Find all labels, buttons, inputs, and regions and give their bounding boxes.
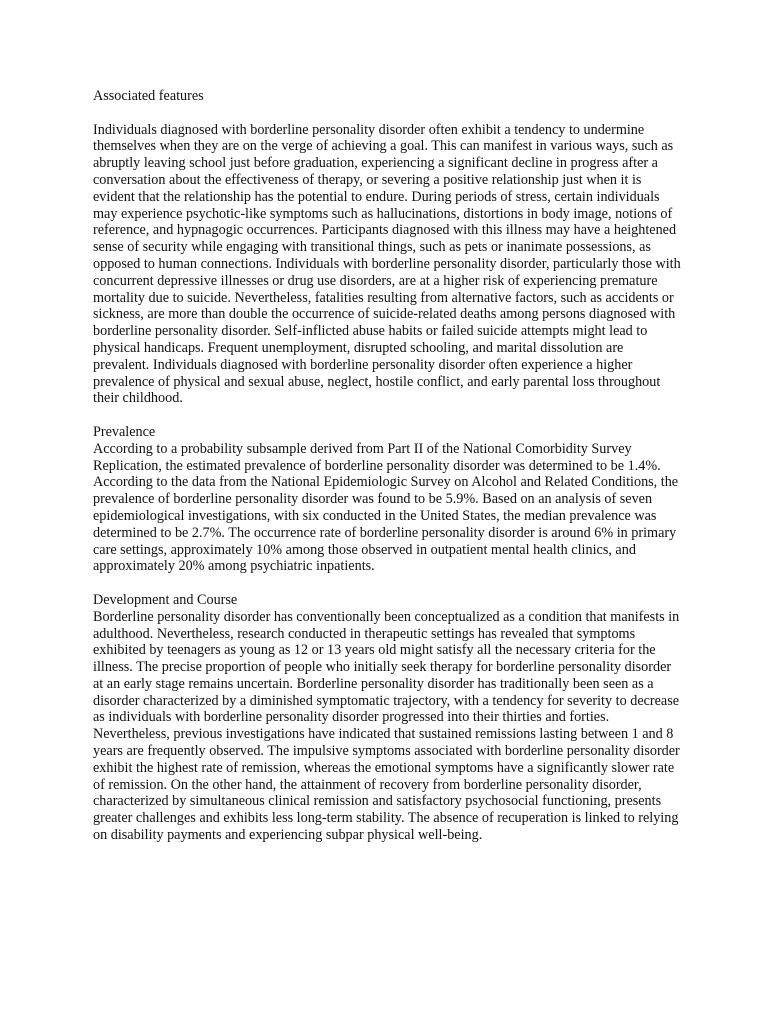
- section-body-development-and-course: Borderline personality disorder has conventionally been conceptualized as a condition that manifests in adulthood. Nevertheless, research conducted in therapeutic settings has revealed that symptoms exhibited by teenagers as young as 12 or 13 years old might satisfy all the necessary criteria for the illness. The precise proportion of people who initially seek therapy for borderline personality disorder at an early stage remains uncertain. Borderline personality disorder has traditionally been seen as a disorder characterized by a diminished symptomatic trajectory, with a tendency for severity to decrease as individuals with borderline personality disorder progressed into their thirties and forties. Nevertheless, previous investigations have indicated that sustained remissions lasting between 1 and 8 years are frequently observed. The impulsive symptoms associated with borderline personality disorder exhibit the highest rate of remission, whereas the emotional symptoms have a significantly slower rate of remission. On the other hand, the attainment of recovery from borderline personality disorder, characterized by simultaneous clinical remission and satisfactory psychosocial functioning, presents greater challenges and exhibits less long-term stability. The absence of recuperation is linked to relying on disability payments and experiencing subpar physical well-being.: [93, 608, 680, 844]
- spacer: [93, 105, 683, 122]
- section-heading-development-and-course: Development and Course: [93, 591, 238, 608]
- spacer: [93, 575, 683, 592]
- document-text-column: [93, 88, 683, 844]
- spacer: [93, 407, 683, 424]
- section-heading-prevalence: Prevalence: [93, 423, 156, 440]
- section-heading-associated-features: Associated features: [93, 88, 204, 104]
- section-body-prevalence: According to a probability subsample derived from Part II of the National Comorbidity Survey Replication, the estimated prevalence of borderline personality disorder was determined to be 1.4%. According to the data from the National Epidemiologic Survey on Alcohol and Related Conditions, the prevalence of borderline personality disorder was found to be 5.9%. Based on an analysis of seven epidemiological investigations, with six conducted in the United States, the median prevalence was determined to be 2.7%. The occurrence rate of borderline personality disorder is around 6% in primary care settings, approximately 10% among those observed in outpatient mental health clinics, and approximately 20% among psychiatric inpatients.: [93, 440, 679, 575]
- section-body-associated-features: Individuals diagnosed with borderline personality disorder often exhibit a tendency to undermine themselves when they are on the verge of achieving a goal. This can manifest in various ways, such as abruptly leaving school just before graduation, experiencing a significant decline in progress after a conversation about the effectiveness of therapy, or severing a positive relationship just when it is evident that the relationship has the potential to endure. During periods of stress, certain individuals may experience psychotic-like symptoms such as hallucinations, distortions in body image, notions of reference, and hypnagogic occurrences. Participants diagnosed with this illness may have a heightened sense of security while engaging with transitional things, such as pets or inanimate possessions, as opposed to human connections. Individuals with borderline personality disorder, particularly those with concurrent depressive illnesses or drug use disorders, are at a higher risk of experiencing premature mortality due to suicide. Nevertheless, fatalities resulting from alternative factors, such as accidents or sickness, are more than double the occurrence of suicide-related deaths among persons diagnosed with borderline personality disorder. Self-inflicted abuse habits or failed suicide attempts might lead to physical handicaps. Frequent unemployment, disrupted schooling, and marital dissolution are prevalent. Individuals diagnosed with borderline personality disorder often experience a higher prevalence of physical and sexual abuse, neglect, hostile conflict, and early parental loss throughout their childhood.: [93, 121, 681, 407]
